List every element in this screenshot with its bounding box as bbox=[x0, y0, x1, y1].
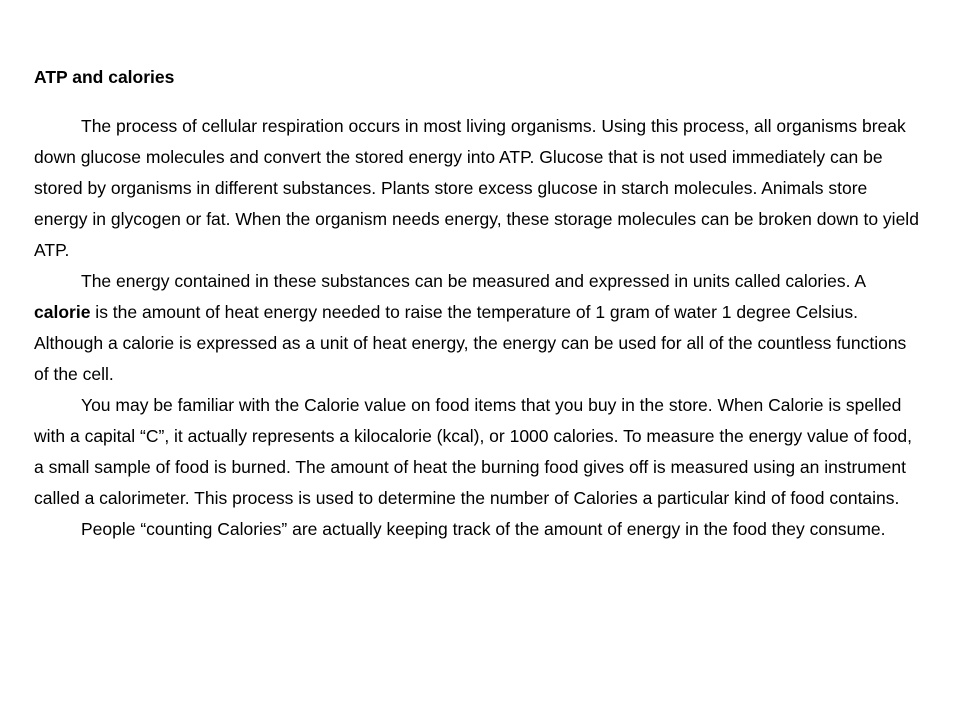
calorie-term: calorie bbox=[34, 302, 91, 322]
paragraph-cellular-respiration: The process of cellular respiration occurs in most living organisms. Using this process, all organisms break down glucose molecules and convert the stored energy into ATP. Glucose that is not used immediately can be stored by organisms in different substances. Plants store excess glucose in starch molecules. Animals store energy in glycogen or fat. When the organism needs energy, these storage molecules can be broken down to yield ATP. bbox=[34, 116, 919, 260]
paragraph-calories-definition bbox=[34, 266, 924, 390]
paragraph-text: The energy contained in these substances can be measured and expressed in units called calories. A bbox=[81, 271, 866, 291]
paragraph-food-calories: You may be familiar with the Calorie value on food items that you buy in the store. When Calorie is spelled with a capital “C”, it actually represents a kilocalorie (kcal), or 1000 calories. To measure the energy value of food, a small sample of food is burned. The amount of heat the burning food gives off is measured using an instrument called a calorimeter. This process is used to determine the number of Calories a particular kind of food contains. bbox=[34, 395, 913, 508]
document-title: ATP and calories bbox=[34, 67, 175, 87]
paragraph-text: is the amount of heat energy needed to raise the temperature of 1 gram of water 1 degree Celsius. Although a calorie is expressed as a unit of heat energy, the energy can be used for all of the countless functions of the cell. bbox=[34, 302, 907, 384]
document-body bbox=[34, 62, 924, 545]
paragraph-counting-calories: People “counting Calories” are actually keeping track of the amount of energy in the food they consume. bbox=[81, 519, 886, 539]
